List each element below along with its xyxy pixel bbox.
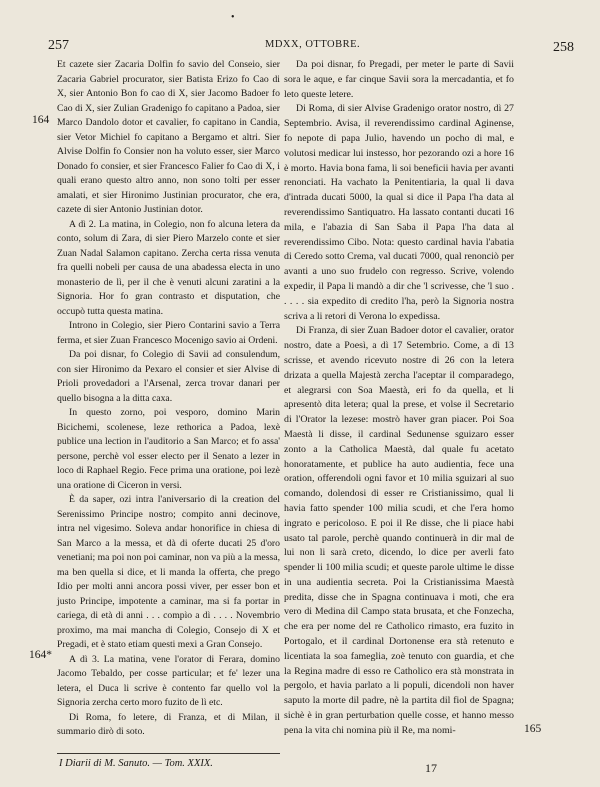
- right-column: [284, 58, 514, 739]
- top-mark: •: [231, 12, 235, 23]
- paragraph: In questo zorno, poi vesporo, domino Marin Bicichemi, scolenese, leze rethorica a Padoa, lexè publice una lection in l'auditorio a San Marco; et fo assa' persone, perchè vol esser electo per il Senato a lezer in loco di Raphael Regio. Fece prima una oratione, poi lezè una oratione di Ciceron in versi.: [57, 407, 280, 491]
- paragraph: Da poi disnar, fo Colegio di Savii ad consulendum, con sier Hironimo da Pexaro el consier et sier Alvise di Prioli provedadori a l'Arsenal, zerca trovar danari per quello bisogna a la ditta caxa.: [57, 349, 280, 404]
- paragraph: Di Roma, fo letere, di Franza, et di Milan, il summario dirò di soto.: [57, 711, 280, 737]
- running-head: MDXX, OTTOBRE.: [265, 39, 361, 50]
- paragraph: Di Roma, di sier Alvise Gradenigo orator nostro, dì 27 Septembrio. Avisa, il reverendissimo cardinal Aginense, fo nepote di papa Julio, havendo un pocho di mal, e volutosi medicar lui instesso, hor pezorando ozi a hore 16 è morto. Havia bona fama, li soi beneficii havia per avanti renonciati. Ha vachato la Penitentiaria, la qual li dava d'intrada ducati 5000, la qual si dice il Papa l'ha data al reverendissimo Santiquatro. Ha lassato contanti ducati 16 mila, e l'abazia di San Saba il Papa l'ha data al reverendissimo Cibo. Nota: questo cardinal havia l'abatia di Ceredo sotto Crema, val ducati 7000, qual renonciò per avanti a uno suo frudelo con regresso. Scrive, volendo expedir, il Papa li mandò a dir che 'l scrivesse, che 'l suo . . . . . sia expedito di credito l'ha, però la Signoria nostra scriva a li retori di Verona lo expedissa.: [284, 103, 514, 322]
- paragraph: Introno in Colegio, sier Piero Contarini savio a Terra ferma, et sier Zuan Francesco Mocenigo savio ai Ordeni.: [57, 320, 280, 346]
- footer-title: I Diarii di M. Sanuto. — Tom. XXIX.: [59, 758, 213, 769]
- margin-number: 164: [32, 114, 50, 126]
- left-column: [57, 58, 280, 740]
- paragraph: A dì 2. La matina, in Colegio, non fo alcuna letera da conto, solum di Zara, di sier Piero Marzelo conte et sier Zuan Nadal Salamon capitano. Zercha certa rissa venuta fra quelli nobeli per causa de una abadessa electa in uno monasterio de lì, per il che è venuti alcuni zaratini a la Signoria. Hor fo gran contrasto et disputation, che occupò tutta questa matina.: [57, 218, 280, 317]
- page-header: [48, 38, 574, 54]
- paragraph: Di Franza, di sier Zuan Badoer dotor el cavalier, orator nostro, date a Poesì, a dì 17 Setembrio. Come, a dì 13 scrisse, et avendo ricevuto nostre di 26 con la letera drizata a quella Majestà zercha l'aceptar il comparadego, et alegrarsi con Soa Maestà, eri fo da quella, et li apresentò dita letera; qual la prese, et volse il Secretario di l'Orator la lezese: mostrò haver gran piacer. Poi Soa Maestà li disse, il cardinal Sedunense sguizaro esser zonto a la Catholica Maestà, dal quale fu acetato honoratamente, et publice ha auto audientia, fece una oration, offerendoli ogni favor et 10 milia sguizari al suo comando, dolendosi di esser re Cristianissimo, qual li havia fatto spender 100 milia scudi, et che l'era homo ingrato e pericoloso. E poi il Re disse, che li piace habi usato tal parole, perchè quando continuerà in dir mal de lui non li sarà creto, dicendo, lo dice per averli fato spender li 100 milia scudi; et queste parole ultime le disse in una audientia secreta. Poi la Cristianissima Maestà predita, disse che in Spagna continuava i moti, che era vero di Medina dil Campo stata brusata, et che Fonzecha, che era per nome del re Catholico rimasto, era fuzito in Portogalo, et il cardinal Dortonense era stà retenuto e licentiata la soa fameglia, zoè tenuto con guardia, et che la Regina madre di esso re Catholico era stà monstrata in pergolo, et havia parlato a li populi, dicendoli non haver saputo la morte dil padre, nè la partita dil fiol de Spagna; sichè è in gran perturbation quelle cosse, et hanno messo pena la vita chi nomina più il Re, ma nomi-: [284, 325, 514, 736]
- paragraph: Da poi disnar, fo Pregadi, per meter le parte di Savii sora le aque, e far cinque Savii sora la mercadantia, et fo leto queste letere.: [284, 59, 514, 100]
- page-number-left: 257: [48, 38, 69, 53]
- page-number-right: 258: [553, 40, 574, 55]
- signature-mark: 17: [425, 761, 437, 775]
- margin-number: 164*: [29, 649, 52, 661]
- footer-rule: [57, 753, 280, 754]
- paragraph: Et cazete sier Zacaria Dolfin fo savio del Conseio, sier Zacaria Gabriel procurator, sier Batista Erizo fo Cao di X, sier Antonio Bon fo cao di X, sier Jacomo Badoer fo Cao di X, sier Zulian Gradenigo fo capitano a Padoa, sier Marco Dandolo dotor et cavalier, fo capitano in Candia, sier Vetor Michiel fo capitano a Bergamo et altri. Sier Alvise Dolfin fo Consier non ha voluto esser, sier Marco Donado fo consier, et sier Francesco Falier fo Cao di X, i quali erano questo altro anno, non sono tolti per esser amalati, et sier Hironimo Justinian procurator, che era, cazete di sier Antonio Justinian dotor.: [57, 59, 280, 215]
- margin-number: 165: [524, 723, 542, 735]
- paragraph: A dì 3. La matina, vene l'orator di Ferara, domino Jacomo Tebaldo, per cosse particular; et fe' lezer una letera, el Duca li scrive è contento far quello vol la Signoria zercha certo moro fuzito de lì etc.: [57, 653, 280, 708]
- paragraph: È da saper, ozi intra l'aniversario di la creation del Serenissimo Principe nostro; compito anni decinove, intra nel vigesimo. Soleva andar honorifice in chiesa di San Marco a la messa, et dà di oferte ducati 25 d'oro venetiani; ma poi non poi caminar, non va più a la messa, ma ben quella si dice, et li manda la offerta, che prego Idio per molti anni ancora possi viver, per esser bon et justo Principe, impotente a caminar, ma si fa portar in cariega, di età di anni . . . compìo a dì . . . . Novembrio proximo, ma mai mancha di Colegio, Consejo di X et Pregadi, et è stato etiam questi mexi a Gran Consejo.: [57, 494, 280, 650]
